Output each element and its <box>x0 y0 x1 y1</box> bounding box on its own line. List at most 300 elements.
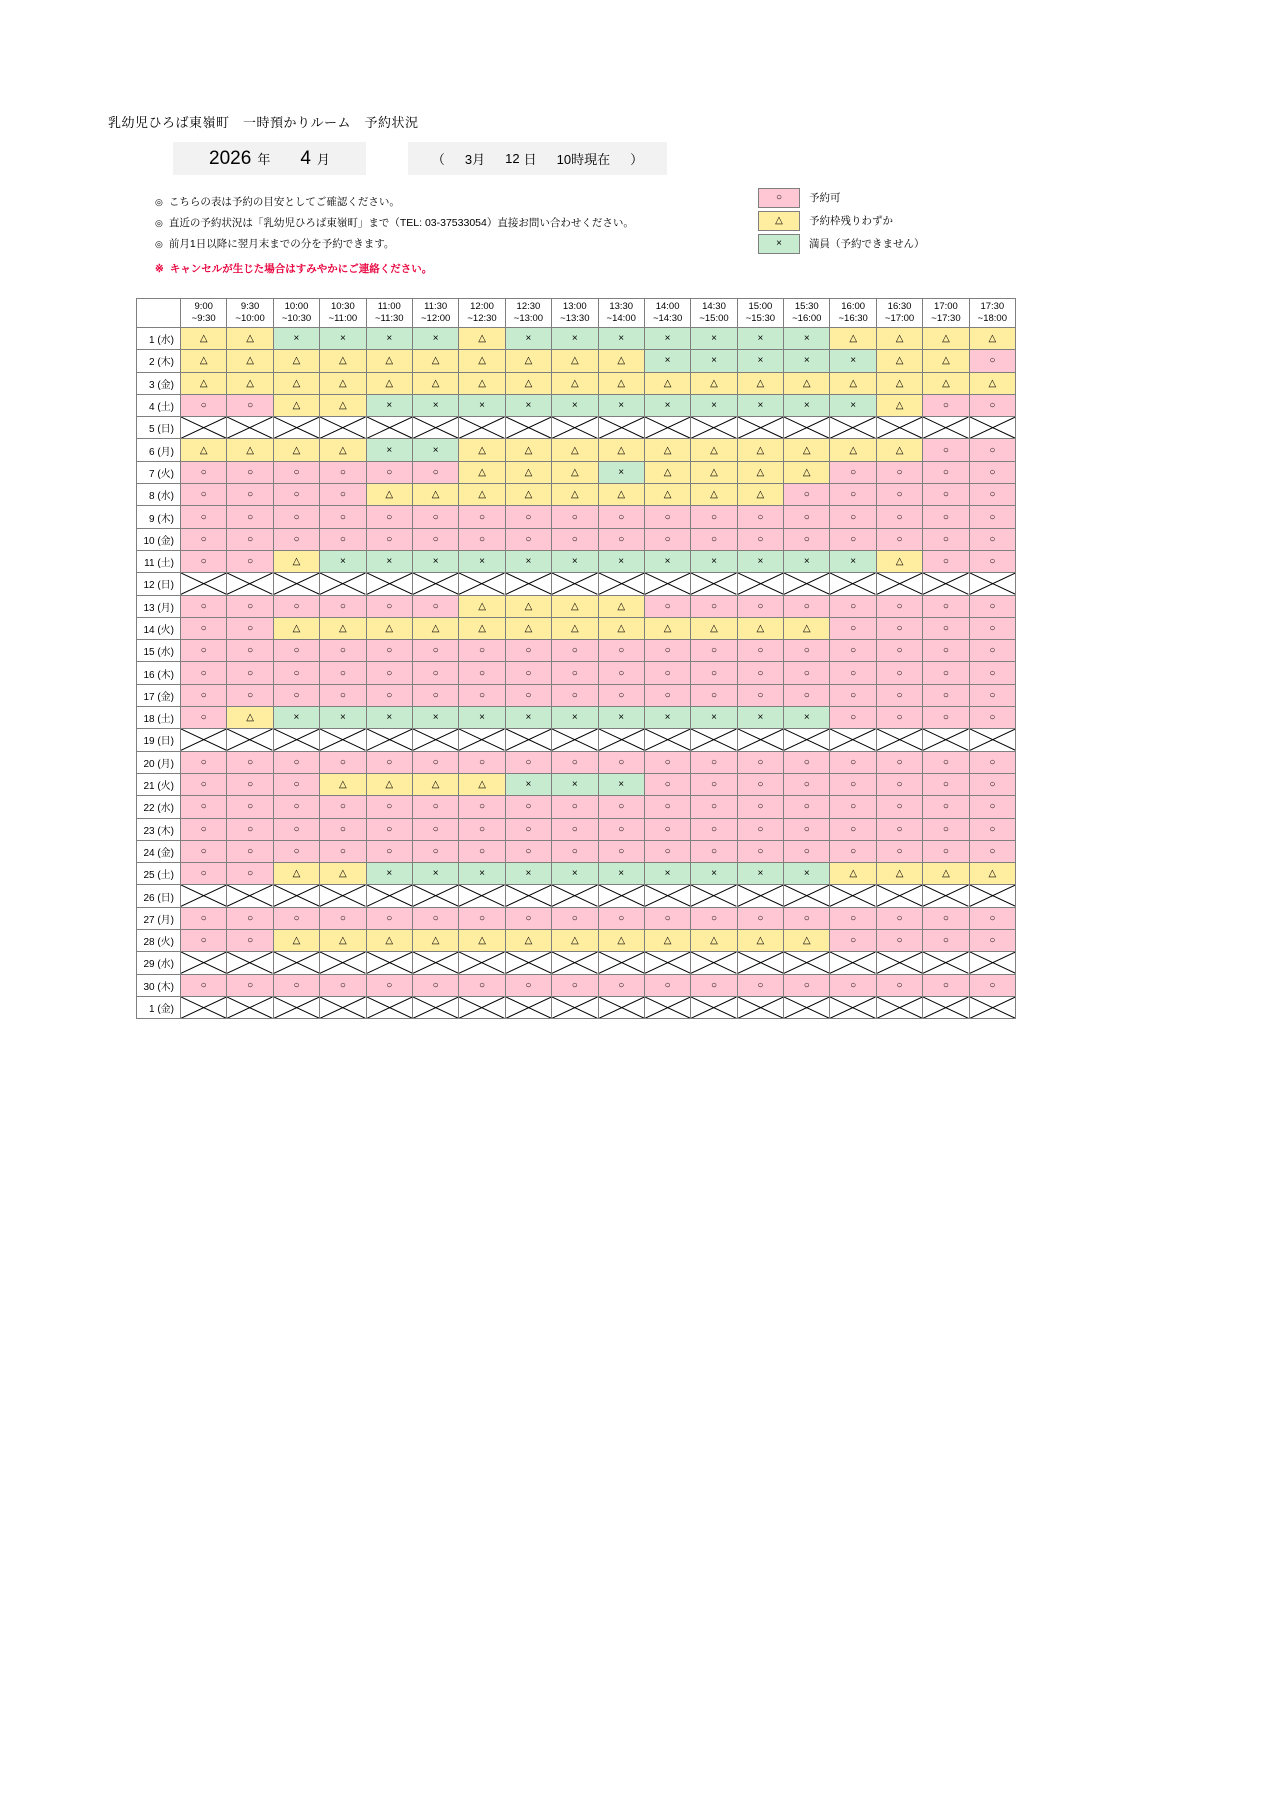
slot-cell: ○ <box>505 506 551 528</box>
slot-cell: ○ <box>691 840 737 862</box>
slot-cell-closed <box>876 417 922 439</box>
slot-cell: △ <box>876 863 922 885</box>
slot-cell: ○ <box>552 662 598 684</box>
slot-start: 10:30 <box>330 301 355 312</box>
day-label: 1 (水) <box>137 328 181 350</box>
closed-cross-icon <box>645 952 690 973</box>
slot-cell: ○ <box>412 662 458 684</box>
slot-cell: ○ <box>412 640 458 662</box>
slot-cell: × <box>691 328 737 350</box>
slot-cell-closed <box>552 573 598 595</box>
slot-cell-closed <box>876 729 922 751</box>
slot-cell: × <box>320 707 366 729</box>
slot-cell-closed <box>273 417 319 439</box>
slot-cell: × <box>784 394 830 416</box>
slot-cell: ○ <box>459 528 505 550</box>
page-title: 乳幼児ひろば東嶺町 一時預かりルーム 予約状況 <box>108 115 419 130</box>
slot-cell: △ <box>784 461 830 483</box>
slot-cell: × <box>691 350 737 372</box>
closed-cross-icon <box>784 997 829 1018</box>
slot-cell-closed <box>784 729 830 751</box>
slot-cell: ○ <box>923 907 969 929</box>
slot-cell-closed <box>923 417 969 439</box>
slot-cell-closed <box>227 952 273 974</box>
slot-cell: ○ <box>273 818 319 840</box>
day-label: 3 (金) <box>137 372 181 394</box>
slot-cell: ○ <box>320 796 366 818</box>
slot-cell-closed <box>969 996 1015 1018</box>
slot-cell: ○ <box>459 662 505 684</box>
slot-cell: △ <box>644 930 690 952</box>
slot-cell: ○ <box>876 707 922 729</box>
slot-cell: ○ <box>737 662 783 684</box>
slot-cell: △ <box>876 550 922 572</box>
slot-cell-closed <box>412 952 458 974</box>
slot-cell: △ <box>784 439 830 461</box>
closed-cross-icon <box>784 952 829 973</box>
slot-cell: ○ <box>876 484 922 506</box>
closed-cross-icon <box>459 952 504 973</box>
slot-cell: △ <box>459 350 505 372</box>
closed-cross-icon <box>923 729 968 750</box>
closed-cross-icon <box>459 573 504 594</box>
slot-cell: △ <box>412 930 458 952</box>
slot-cell: ○ <box>691 595 737 617</box>
day-label: 30 (木) <box>137 974 181 996</box>
slot-cell: △ <box>273 350 319 372</box>
slot-cell: ○ <box>969 461 1015 483</box>
slot-cell: △ <box>969 372 1015 394</box>
slot-end: ~14:30 <box>652 313 683 324</box>
slot-cell-closed <box>598 885 644 907</box>
slot-cell: ○ <box>830 484 876 506</box>
slot-cell: × <box>552 773 598 795</box>
slot-cell: ○ <box>552 751 598 773</box>
slot-cell: △ <box>552 350 598 372</box>
day-label: 15 (水) <box>137 640 181 662</box>
slot-end: ~17:00 <box>884 313 915 324</box>
slot-cell: ○ <box>969 930 1015 952</box>
slot-cell: ○ <box>227 818 273 840</box>
slot-cell-closed <box>181 417 227 439</box>
table-row <box>137 617 1016 639</box>
slot-cell: ○ <box>830 707 876 729</box>
closed-cross-icon <box>645 885 690 906</box>
slot-cell: △ <box>320 394 366 416</box>
slot-cell: ○ <box>366 684 412 706</box>
slot-cell-closed <box>830 729 876 751</box>
slot-cell-closed <box>227 417 273 439</box>
year-value: 2026 <box>209 147 252 169</box>
slot-cell: ○ <box>273 662 319 684</box>
slot-cell-closed <box>459 417 505 439</box>
slot-cell-closed <box>784 417 830 439</box>
slot-cell: ○ <box>644 974 690 996</box>
closed-cross-icon <box>506 573 551 594</box>
slot-cell: △ <box>923 372 969 394</box>
closed-cross-icon <box>738 997 783 1018</box>
closed-cross-icon <box>506 952 551 973</box>
slot-cell: ○ <box>273 796 319 818</box>
closed-cross-icon <box>552 952 597 973</box>
slot-cell: ○ <box>505 840 551 862</box>
table-row <box>137 773 1016 795</box>
slot-cell-closed <box>181 996 227 1018</box>
time-slot-header <box>598 299 644 328</box>
slot-cell-closed <box>227 885 273 907</box>
slot-cell: ○ <box>459 751 505 773</box>
slot-cell: △ <box>320 617 366 639</box>
closed-cross-icon <box>320 417 365 438</box>
closed-cross-icon <box>552 885 597 906</box>
slot-cell: ○ <box>830 773 876 795</box>
slot-cell: △ <box>552 930 598 952</box>
slot-cell: △ <box>830 372 876 394</box>
slot-cell-closed <box>737 573 783 595</box>
slot-cell: × <box>273 707 319 729</box>
as-of-open-paren: （ <box>431 152 445 167</box>
closed-cross-icon <box>784 417 829 438</box>
closed-cross-icon <box>552 729 597 750</box>
slot-cell: ○ <box>227 974 273 996</box>
slot-cell-closed <box>876 573 922 595</box>
slot-cell: ○ <box>505 907 551 929</box>
slot-cell: × <box>598 461 644 483</box>
slot-end: ~14:00 <box>606 313 636 324</box>
slot-cell-closed <box>737 996 783 1018</box>
slot-start: 16:00 <box>841 301 866 312</box>
slot-cell: ○ <box>459 640 505 662</box>
slot-cell: ○ <box>227 773 273 795</box>
slot-cell: △ <box>876 328 922 350</box>
slot-cell: △ <box>181 328 227 350</box>
bullet-icon: ◎ <box>155 197 163 207</box>
slot-cell: ○ <box>412 528 458 550</box>
slot-cell-closed <box>320 573 366 595</box>
slot-cell-closed <box>273 573 319 595</box>
slot-cell: ○ <box>644 684 690 706</box>
slot-cell: ○ <box>227 461 273 483</box>
closed-cross-icon <box>830 573 875 594</box>
closed-cross-icon <box>413 885 458 906</box>
slot-cell: ○ <box>969 350 1015 372</box>
slot-cell: △ <box>644 439 690 461</box>
slot-cell: △ <box>273 930 319 952</box>
slot-cell: × <box>737 863 783 885</box>
slot-cell: ○ <box>644 818 690 840</box>
slot-cell: △ <box>876 350 922 372</box>
slot-cell: ○ <box>412 796 458 818</box>
slot-cell: ○ <box>784 840 830 862</box>
slot-cell-closed <box>737 729 783 751</box>
slot-cell-closed <box>598 417 644 439</box>
slot-cell: △ <box>923 350 969 372</box>
slot-cell: × <box>412 328 458 350</box>
slot-cell: ○ <box>552 974 598 996</box>
slot-cell: ○ <box>737 974 783 996</box>
slot-cell: ○ <box>876 617 922 639</box>
slot-cell: ○ <box>227 595 273 617</box>
slot-cell: ○ <box>320 484 366 506</box>
slot-cell: ○ <box>598 528 644 550</box>
slot-cell: × <box>784 550 830 572</box>
closed-cross-icon <box>367 729 412 750</box>
closed-cross-icon <box>367 885 412 906</box>
slot-cell: ○ <box>691 796 737 818</box>
slot-cell: △ <box>644 372 690 394</box>
table-row <box>137 372 1016 394</box>
slot-cell-closed <box>923 573 969 595</box>
slot-cell: ○ <box>412 751 458 773</box>
slot-cell-closed <box>366 729 412 751</box>
slot-cell-closed <box>412 729 458 751</box>
slot-cell: ○ <box>830 662 876 684</box>
slot-cell: ○ <box>320 461 366 483</box>
slot-cell-closed <box>320 996 366 1018</box>
slot-cell-closed <box>459 996 505 1018</box>
slot-cell-closed <box>691 573 737 595</box>
slot-cell: ○ <box>320 662 366 684</box>
slot-cell: ○ <box>181 528 227 550</box>
closed-cross-icon <box>413 729 458 750</box>
slot-cell: ○ <box>227 863 273 885</box>
slot-cell: ○ <box>969 684 1015 706</box>
slot-cell: △ <box>227 707 273 729</box>
day-label: 7 (火) <box>137 461 181 483</box>
slot-cell: ○ <box>969 617 1015 639</box>
slot-cell: ○ <box>598 640 644 662</box>
slot-cell: × <box>737 707 783 729</box>
slot-cell: △ <box>459 328 505 350</box>
slot-end: ~17:30 <box>931 313 961 324</box>
slot-cell: ○ <box>691 773 737 795</box>
table-row <box>137 662 1016 684</box>
table-row <box>137 506 1016 528</box>
legend-label-few: 予約枠残りわずか <box>809 215 893 227</box>
slot-cell: ○ <box>876 640 922 662</box>
slot-cell: × <box>459 394 505 416</box>
slot-cell: ○ <box>969 439 1015 461</box>
day-label: 4 (土) <box>137 394 181 416</box>
closed-cross-icon <box>320 952 365 973</box>
slot-cell: △ <box>784 930 830 952</box>
slot-cell-closed <box>737 417 783 439</box>
slot-cell: ○ <box>320 595 366 617</box>
asterisk-icon: ※ <box>155 262 164 275</box>
closed-cross-icon <box>506 885 551 906</box>
slot-cell: ○ <box>784 528 830 550</box>
slot-cell: ○ <box>366 595 412 617</box>
slot-cell: ○ <box>459 796 505 818</box>
slot-cell-closed <box>737 952 783 974</box>
closed-cross-icon <box>320 729 365 750</box>
slot-cell: ○ <box>923 640 969 662</box>
slot-cell: △ <box>552 484 598 506</box>
bullet-icon: ◎ <box>155 218 163 228</box>
slot-cell-closed <box>320 417 366 439</box>
closed-cross-icon <box>227 729 272 750</box>
slot-cell: ○ <box>598 840 644 862</box>
slot-cell: × <box>691 394 737 416</box>
slot-cell: △ <box>598 930 644 952</box>
day-label: 24 (金) <box>137 840 181 862</box>
table-row <box>137 818 1016 840</box>
slot-cell: ○ <box>366 662 412 684</box>
time-slot-header <box>923 299 969 328</box>
slot-cell: ○ <box>320 684 366 706</box>
slot-cell: ○ <box>227 550 273 572</box>
closed-cross-icon <box>227 885 272 906</box>
table-row <box>137 439 1016 461</box>
slot-cell: ○ <box>598 796 644 818</box>
slot-cell: ○ <box>644 640 690 662</box>
slot-cell: ○ <box>227 506 273 528</box>
closed-cross-icon <box>784 573 829 594</box>
slot-cell: △ <box>691 461 737 483</box>
day-label: 6 (月) <box>137 439 181 461</box>
slot-cell: ○ <box>320 751 366 773</box>
slot-cell-closed <box>644 996 690 1018</box>
slot-cell: ○ <box>598 684 644 706</box>
slot-cell-closed <box>412 573 458 595</box>
closed-cross-icon <box>599 885 644 906</box>
closed-cross-icon <box>645 417 690 438</box>
slot-cell: × <box>644 550 690 572</box>
slot-cell: △ <box>459 773 505 795</box>
slot-cell: ○ <box>320 818 366 840</box>
slot-cell: × <box>737 350 783 372</box>
slot-cell-closed <box>644 573 690 595</box>
slot-cell: △ <box>644 484 690 506</box>
slot-cell: × <box>598 328 644 350</box>
slot-cell: △ <box>505 617 551 639</box>
slot-cell: △ <box>459 930 505 952</box>
day-label: 18 (土) <box>137 707 181 729</box>
closed-cross-icon <box>970 417 1015 438</box>
slot-start: 17:00 <box>934 301 958 312</box>
slot-cell: ○ <box>552 840 598 862</box>
closed-cross-icon <box>877 573 922 594</box>
slot-cell: × <box>366 707 412 729</box>
slot-cell: × <box>412 863 458 885</box>
table-row <box>137 350 1016 372</box>
slot-cell: ○ <box>598 907 644 929</box>
slot-cell: ○ <box>830 840 876 862</box>
slot-cell: ○ <box>227 394 273 416</box>
slot-cell: ○ <box>366 796 412 818</box>
closed-cross-icon <box>970 952 1015 973</box>
closed-cross-icon <box>227 573 272 594</box>
table-row <box>137 974 1016 996</box>
slot-cell: △ <box>598 617 644 639</box>
slot-cell: △ <box>644 461 690 483</box>
slot-cell: △ <box>320 372 366 394</box>
day-label: 11 (土) <box>137 550 181 572</box>
slot-cell-closed <box>737 885 783 907</box>
slot-end: ~10:30 <box>281 313 312 324</box>
legend-item-few <box>758 210 925 231</box>
slot-cell: ○ <box>969 662 1015 684</box>
slot-cell: ○ <box>181 394 227 416</box>
slot-cell-closed <box>412 996 458 1018</box>
time-slot-header <box>644 299 690 328</box>
slot-cell: ○ <box>923 461 969 483</box>
slot-cell: △ <box>366 350 412 372</box>
slot-cell-closed <box>969 729 1015 751</box>
slot-cell: △ <box>366 617 412 639</box>
slot-cell: △ <box>181 350 227 372</box>
closed-cross-icon <box>970 997 1015 1018</box>
slot-start: 12:00 <box>470 301 494 312</box>
slot-cell: ○ <box>320 840 366 862</box>
table-row <box>137 707 1016 729</box>
slot-cell: ○ <box>784 974 830 996</box>
slot-cell: ○ <box>273 595 319 617</box>
slot-end: ~16:30 <box>838 313 868 324</box>
warning-text: キャンセルが生じた場合はすみやかにご連絡ください。 <box>169 263 433 275</box>
day-label: 14 (火) <box>137 617 181 639</box>
slot-cell: △ <box>737 439 783 461</box>
slot-cell: ○ <box>320 506 366 528</box>
table-row <box>137 863 1016 885</box>
slot-cell: △ <box>320 350 366 372</box>
slot-cell: ○ <box>691 506 737 528</box>
slot-cell: ○ <box>830 818 876 840</box>
slot-cell-closed <box>830 996 876 1018</box>
slot-cell: × <box>320 550 366 572</box>
closed-cross-icon <box>738 952 783 973</box>
table-row <box>137 528 1016 550</box>
slot-cell: ○ <box>644 773 690 795</box>
slot-cell: ○ <box>459 907 505 929</box>
closed-cross-icon <box>506 997 551 1018</box>
legend-swatch-few: △ <box>758 211 800 231</box>
slot-cell: ○ <box>181 640 227 662</box>
slot-cell: ○ <box>876 595 922 617</box>
slot-cell: × <box>598 394 644 416</box>
slot-cell: ○ <box>320 907 366 929</box>
slot-cell: ○ <box>181 707 227 729</box>
closed-cross-icon <box>413 997 458 1018</box>
slot-cell: × <box>505 773 551 795</box>
slot-cell: △ <box>505 595 551 617</box>
closed-cross-icon <box>274 952 319 973</box>
slot-cell: ○ <box>598 662 644 684</box>
slot-cell: ○ <box>876 684 922 706</box>
closed-cross-icon <box>738 417 783 438</box>
availability-table <box>136 298 1016 1019</box>
closed-cross-icon <box>923 997 968 1018</box>
slot-cell: ○ <box>876 751 922 773</box>
closed-cross-icon <box>877 729 922 750</box>
slot-cell: ○ <box>552 528 598 550</box>
slot-cell: × <box>412 707 458 729</box>
slot-cell: ○ <box>969 550 1015 572</box>
slot-cell: ○ <box>830 974 876 996</box>
slot-cell: △ <box>598 595 644 617</box>
closed-cross-icon <box>552 573 597 594</box>
slot-end: ~15:30 <box>745 313 776 324</box>
note-item <box>155 192 634 213</box>
as-of-day: 12 <box>505 151 520 166</box>
slot-cell: △ <box>691 930 737 952</box>
slot-cell: × <box>459 863 505 885</box>
slot-cell-closed <box>505 417 551 439</box>
slot-cell: △ <box>459 439 505 461</box>
slot-cell: ○ <box>273 751 319 773</box>
slot-cell-closed <box>366 952 412 974</box>
slot-cell: △ <box>320 930 366 952</box>
